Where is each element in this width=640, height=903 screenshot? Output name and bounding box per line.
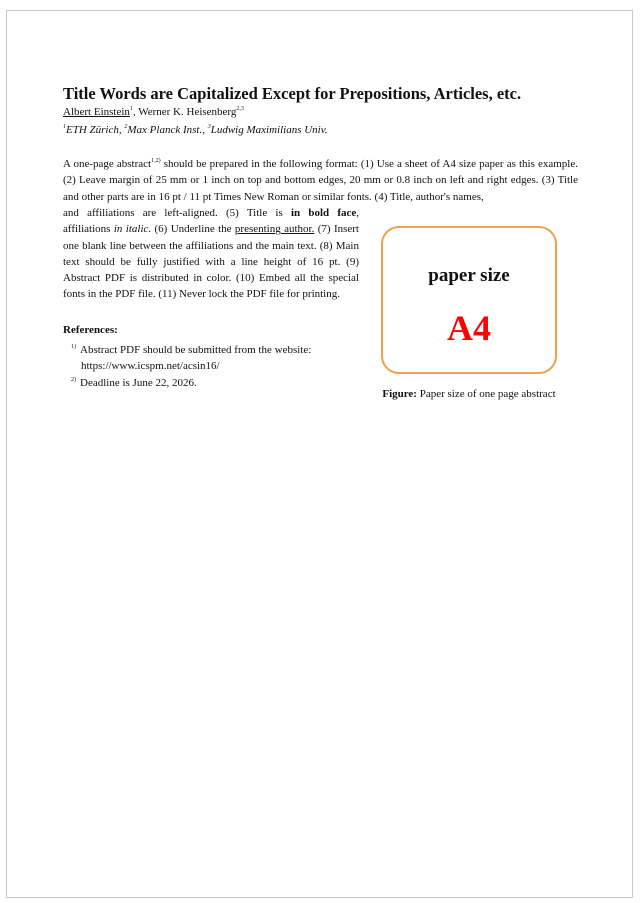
affil-sup: 2: [124, 124, 128, 130]
reference-text: Abstract PDF should be submitted from the website:: [80, 344, 312, 356]
abstract-page: [6, 10, 633, 898]
body-text: A one-page abstract: [63, 158, 152, 170]
underlined-text: presenting author.: [234, 223, 315, 236]
affiliation-line: [63, 123, 328, 137]
affil-sup: 1: [63, 124, 66, 130]
body-text: should be prepared in the following format: (1) Use a sheet of A4 size paper as this example. (2) Leave margin of 25 mm or 1 inch on top and bottom edges, 20 mm or 0.8 inch on left and right edges. (3) Title and other parts are in 16 pt / 11 pt Times New Roman or similar fonts. (4) Title, author's names,: [63, 158, 578, 203]
reference-item: [71, 339, 361, 375]
figure-value: A4: [447, 308, 491, 348]
citation-sup: 1,2): [151, 158, 161, 164]
co-author: Werner K. Heisenberg: [138, 106, 237, 118]
figure-caption-text: Paper size of one page abstract: [416, 388, 556, 400]
body-text: (7) Insert one blank line between the affiliations and the main text. (8) Main text should be fully justified with a line height of 16 pt. (9) Abstract PDF is distributed in color. (10) Embed all the special fonts in the PDF file. (11) Never lock the PDF file for printing.: [63, 223, 359, 301]
references-heading: References:: [63, 324, 118, 336]
figure-box: [381, 226, 557, 374]
affiliation-separator: ,: [202, 124, 208, 136]
affil-sup: 3: [207, 124, 211, 130]
author-separator: ,: [132, 106, 139, 118]
presenting-author: Albert Einstein: [63, 106, 130, 118]
body-text: and affiliations are left-aligned. (5) Title is: [63, 207, 291, 219]
author-line: [63, 105, 244, 119]
reference-mark: 2): [71, 377, 76, 383]
reference-url: https://www.icspm.net/acsin16/: [81, 360, 220, 373]
author-affil-sup: 2,3: [236, 106, 244, 112]
affiliation: Ludwig Maximilians Univ.: [210, 124, 328, 136]
body-paragraph: [63, 156, 578, 205]
italic-text: in italic: [113, 223, 149, 236]
figure-caption: [363, 387, 575, 401]
reference-item: [71, 372, 361, 391]
author-affil-sup: 1: [129, 106, 133, 112]
body-text: , affiliations: [63, 207, 359, 236]
reference-text: Deadline is June 22, 2026.: [80, 377, 197, 389]
reference-mark: 1): [71, 344, 76, 350]
affiliation: Max Planck Inst.: [127, 124, 203, 136]
bold-text: in bold face: [290, 207, 357, 219]
figure-caption-label: Figure:: [382, 388, 417, 400]
body-paragraph-continued: [63, 205, 359, 303]
figure-label: paper size: [428, 265, 510, 286]
affiliation-separator: ,: [118, 124, 125, 136]
affiliation: ETH Zürich: [66, 124, 119, 136]
body-text: . (6) Underline the: [148, 223, 235, 236]
page-title: Title Words are Capitalized Except for Prepositions, Articles, etc.: [63, 84, 522, 103]
